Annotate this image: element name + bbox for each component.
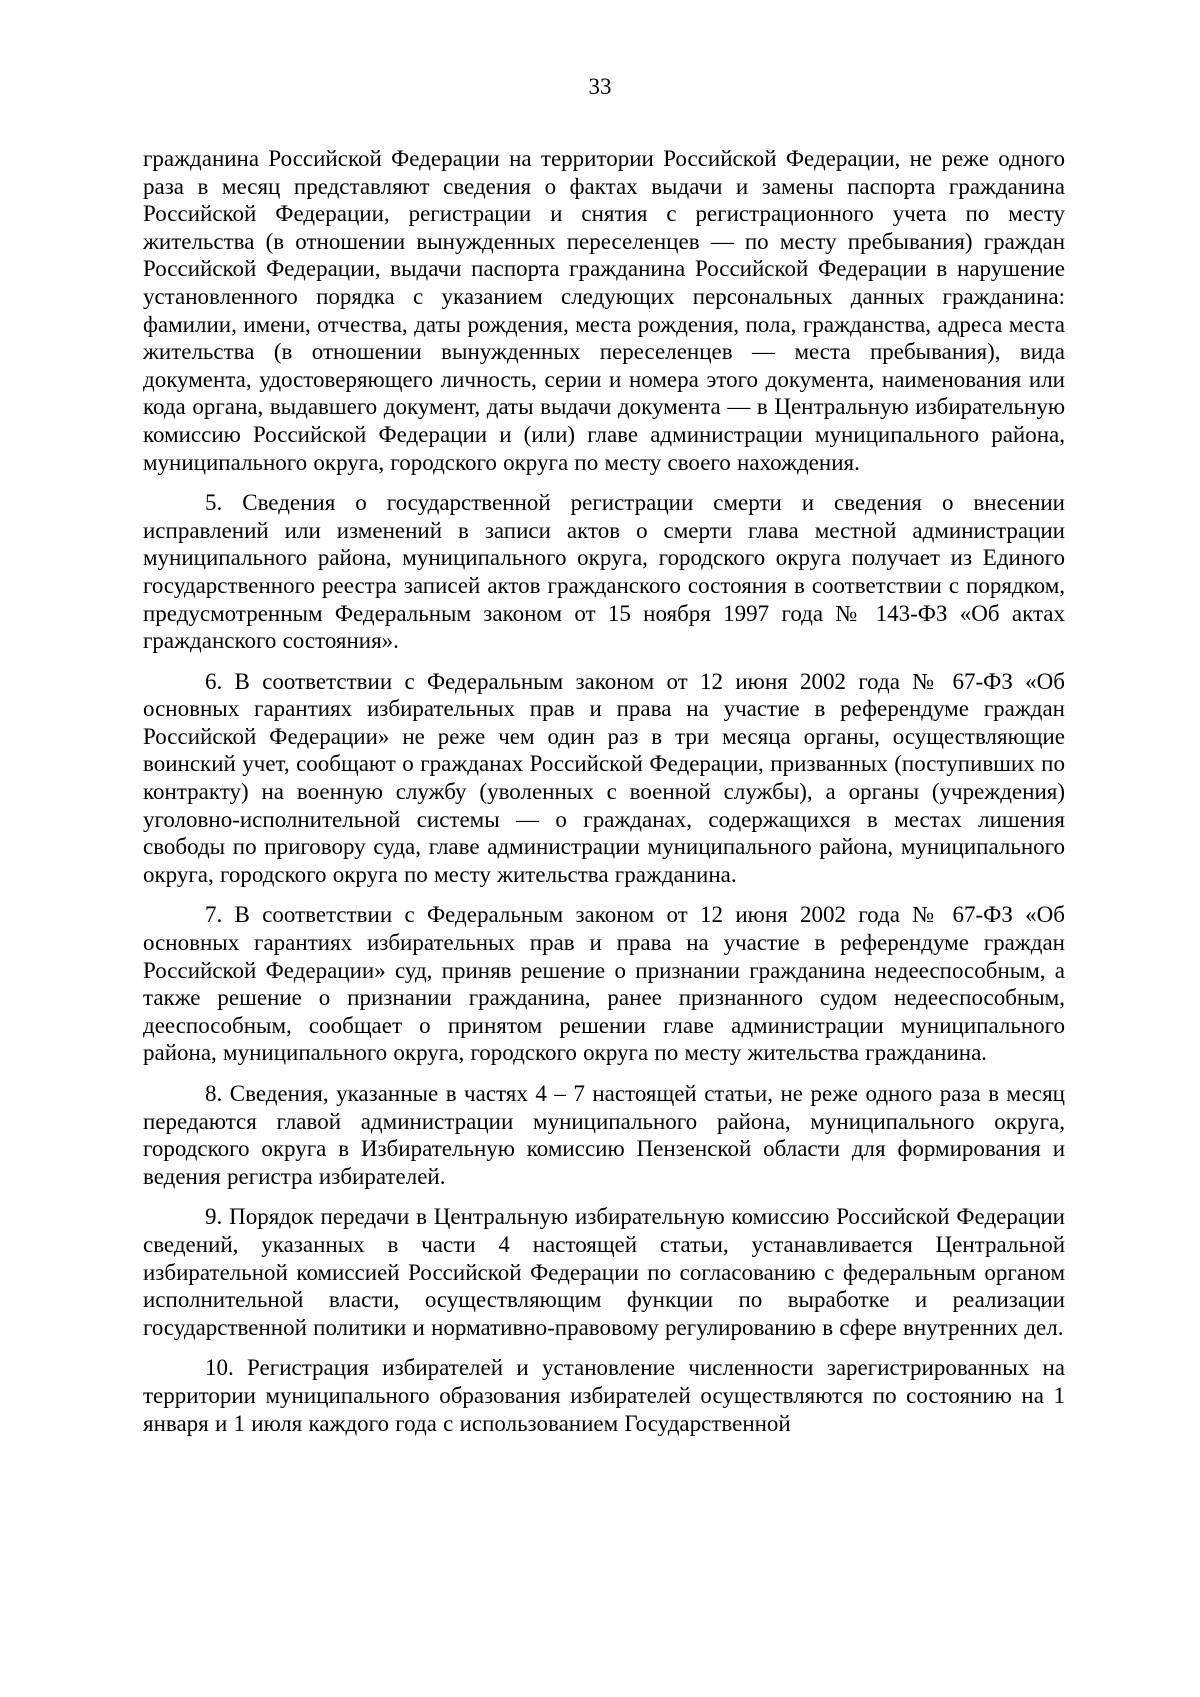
- paragraph-item-7: 7. В соответствии с Федеральным законом от 12 июня 2002 года № 67-ФЗ «Об основных гарантиях избирательных прав и права на участие в референдуме граждан Российской Федерации» суд, приняв решение о признании гражданина недееспособным, а также решение о признании гражданина, ранее признанного судом недееспособным, дееспособным, сообщает о принятом решении главе администрации муниципального района, муниципального округа, городского округа по месту жительства гражданина.: [143, 902, 1065, 1066]
- page-number: 33: [588, 74, 612, 99]
- paragraph-item-9: 9. Порядок передачи в Центральную избирательную комиссию Российской Федерации сведений, указанных в части 4 настоящей статьи, устанавливается Центральной избирательной комиссией Российской Федерации по согласованию с федеральным органом исполнительной власти, осуществляющим функции по выработке и реализации государственной политики и нормативно-правовому регулированию в сфере внутренних дел.: [143, 1204, 1065, 1340]
- paragraph-item-8: 8. Сведения, указанные в частях 4 – 7 настоящей статьи, не реже одного раза в месяц передаются главой администрации муниципального района, муниципального округа, городского округа в Избирательную комиссию Пензенской области для формирования и ведения регистра избирателей.: [143, 1081, 1065, 1189]
- document-body: [143, 145, 1065, 1437]
- paragraph-item-6: 6. В соответствии с Федеральным законом от 12 июня 2002 года № 67-ФЗ «Об основных гарантиях избирательных прав и права на участие в референдуме граждан Российской Федерации» не реже чем один раз в три месяца органы, осуществляющие воинский учет, сообщают о гражданах Российской Федерации, призванных (поступивших по контракту) на военную службу (уволенных с военной службы), а органы (учреждения) уголовно-исполнительной системы — о гражданах, содержащихся в местах лишения свободы по приговору суда, главе администрации муниципального района, муниципального округа, городского округа по месту жительства гражданина.: [143, 668, 1065, 887]
- paragraph-item-5: 5. Сведения о государственной регистрации смерти и сведения о внесении исправлений или изменений в записи актов о смерти глава местной администрации муниципального района, муниципального округа, городского округа получает из Единого государственного реестра записей актов гражданского состояния в соответствии с порядком, предусмотренным Федеральным законом от 15 ноября 1997 года № 143-ФЗ «Об актах гражданского состояния».: [143, 490, 1065, 654]
- paragraph-continuation: гражданина Российской Федерации на территории Российской Федерации, не реже одного раза в месяц представляют сведения о фактах выдачи и замены паспорта гражданина Российской Федерации, регистрации и снятия с регистрационного учета по месту жительства (в отношении вынужденных переселенцев — по месту пребывания) граждан Российской Федерации, выдачи паспорта гражданина Российской Федерации в нарушение установленного порядка с указанием следующих персональных данных гражданина: фамилии, имени, отчества, даты рождения, места рождения, пола, гражданства, адреса места жительства (в отношении вынужденных переселенцев — места пребывания), вида документа, удостоверяющего личность, серии и номера этого документа, наименования или кода органа, выдавшего документ, даты выдачи документа — в Центральную избирательную комиссию Российской Федерации и (или) главе администрации муниципального района, муниципального округа, городского округа по месту своего нахождения.: [143, 146, 1065, 475]
- paragraph-item-10: 10. Регистрация избирателей и установление численности зарегистрированных на территории муниципального образования избирателей осуществляются по состоянию на 1 января и 1 июля каждого года с использованием Государственной: [143, 1355, 1065, 1436]
